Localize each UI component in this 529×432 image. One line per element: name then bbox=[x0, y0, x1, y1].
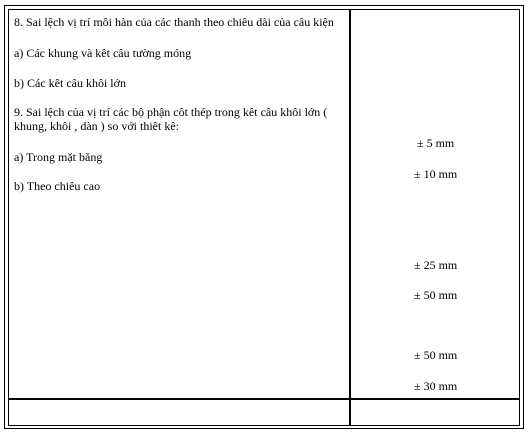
item8-title: 8. Sai lệch vị trí môi hàn của các thanh theo chiêu dài của câu kiện bbox=[14, 15, 334, 29]
cell-criteria bbox=[8, 9, 350, 399]
tolerance-value: ± 30 mm bbox=[414, 379, 458, 393]
tolerance-value: ± 5 mm bbox=[417, 136, 455, 150]
item9-b: b) Theo chiêu cao bbox=[14, 179, 101, 193]
tolerance-value: ± 10 mm bbox=[414, 167, 458, 181]
cell-empty-right bbox=[350, 399, 520, 426]
tolerance-value: ± 50 mm bbox=[414, 348, 458, 362]
cell-tolerances bbox=[350, 9, 520, 399]
cell-empty-left bbox=[8, 399, 350, 426]
item8-a: a) Các khung và kêt câu tường móng bbox=[14, 46, 192, 60]
tolerance-value: ± 25 mm bbox=[414, 258, 458, 272]
item9-title-line1: 9. Sai lệch của vị trí các bộ phận côt thép trong kêt câu khôi lớn ( bbox=[14, 105, 328, 119]
item8-b: b) Các kêt câu khôi lớn bbox=[14, 76, 126, 90]
item9-title-line2: khung, khôi , dàn ) so với thiêt kê: bbox=[14, 119, 179, 133]
item9-a: a) Trong mặt băng bbox=[14, 150, 103, 164]
tolerance-value: ± 50 mm bbox=[414, 288, 458, 302]
